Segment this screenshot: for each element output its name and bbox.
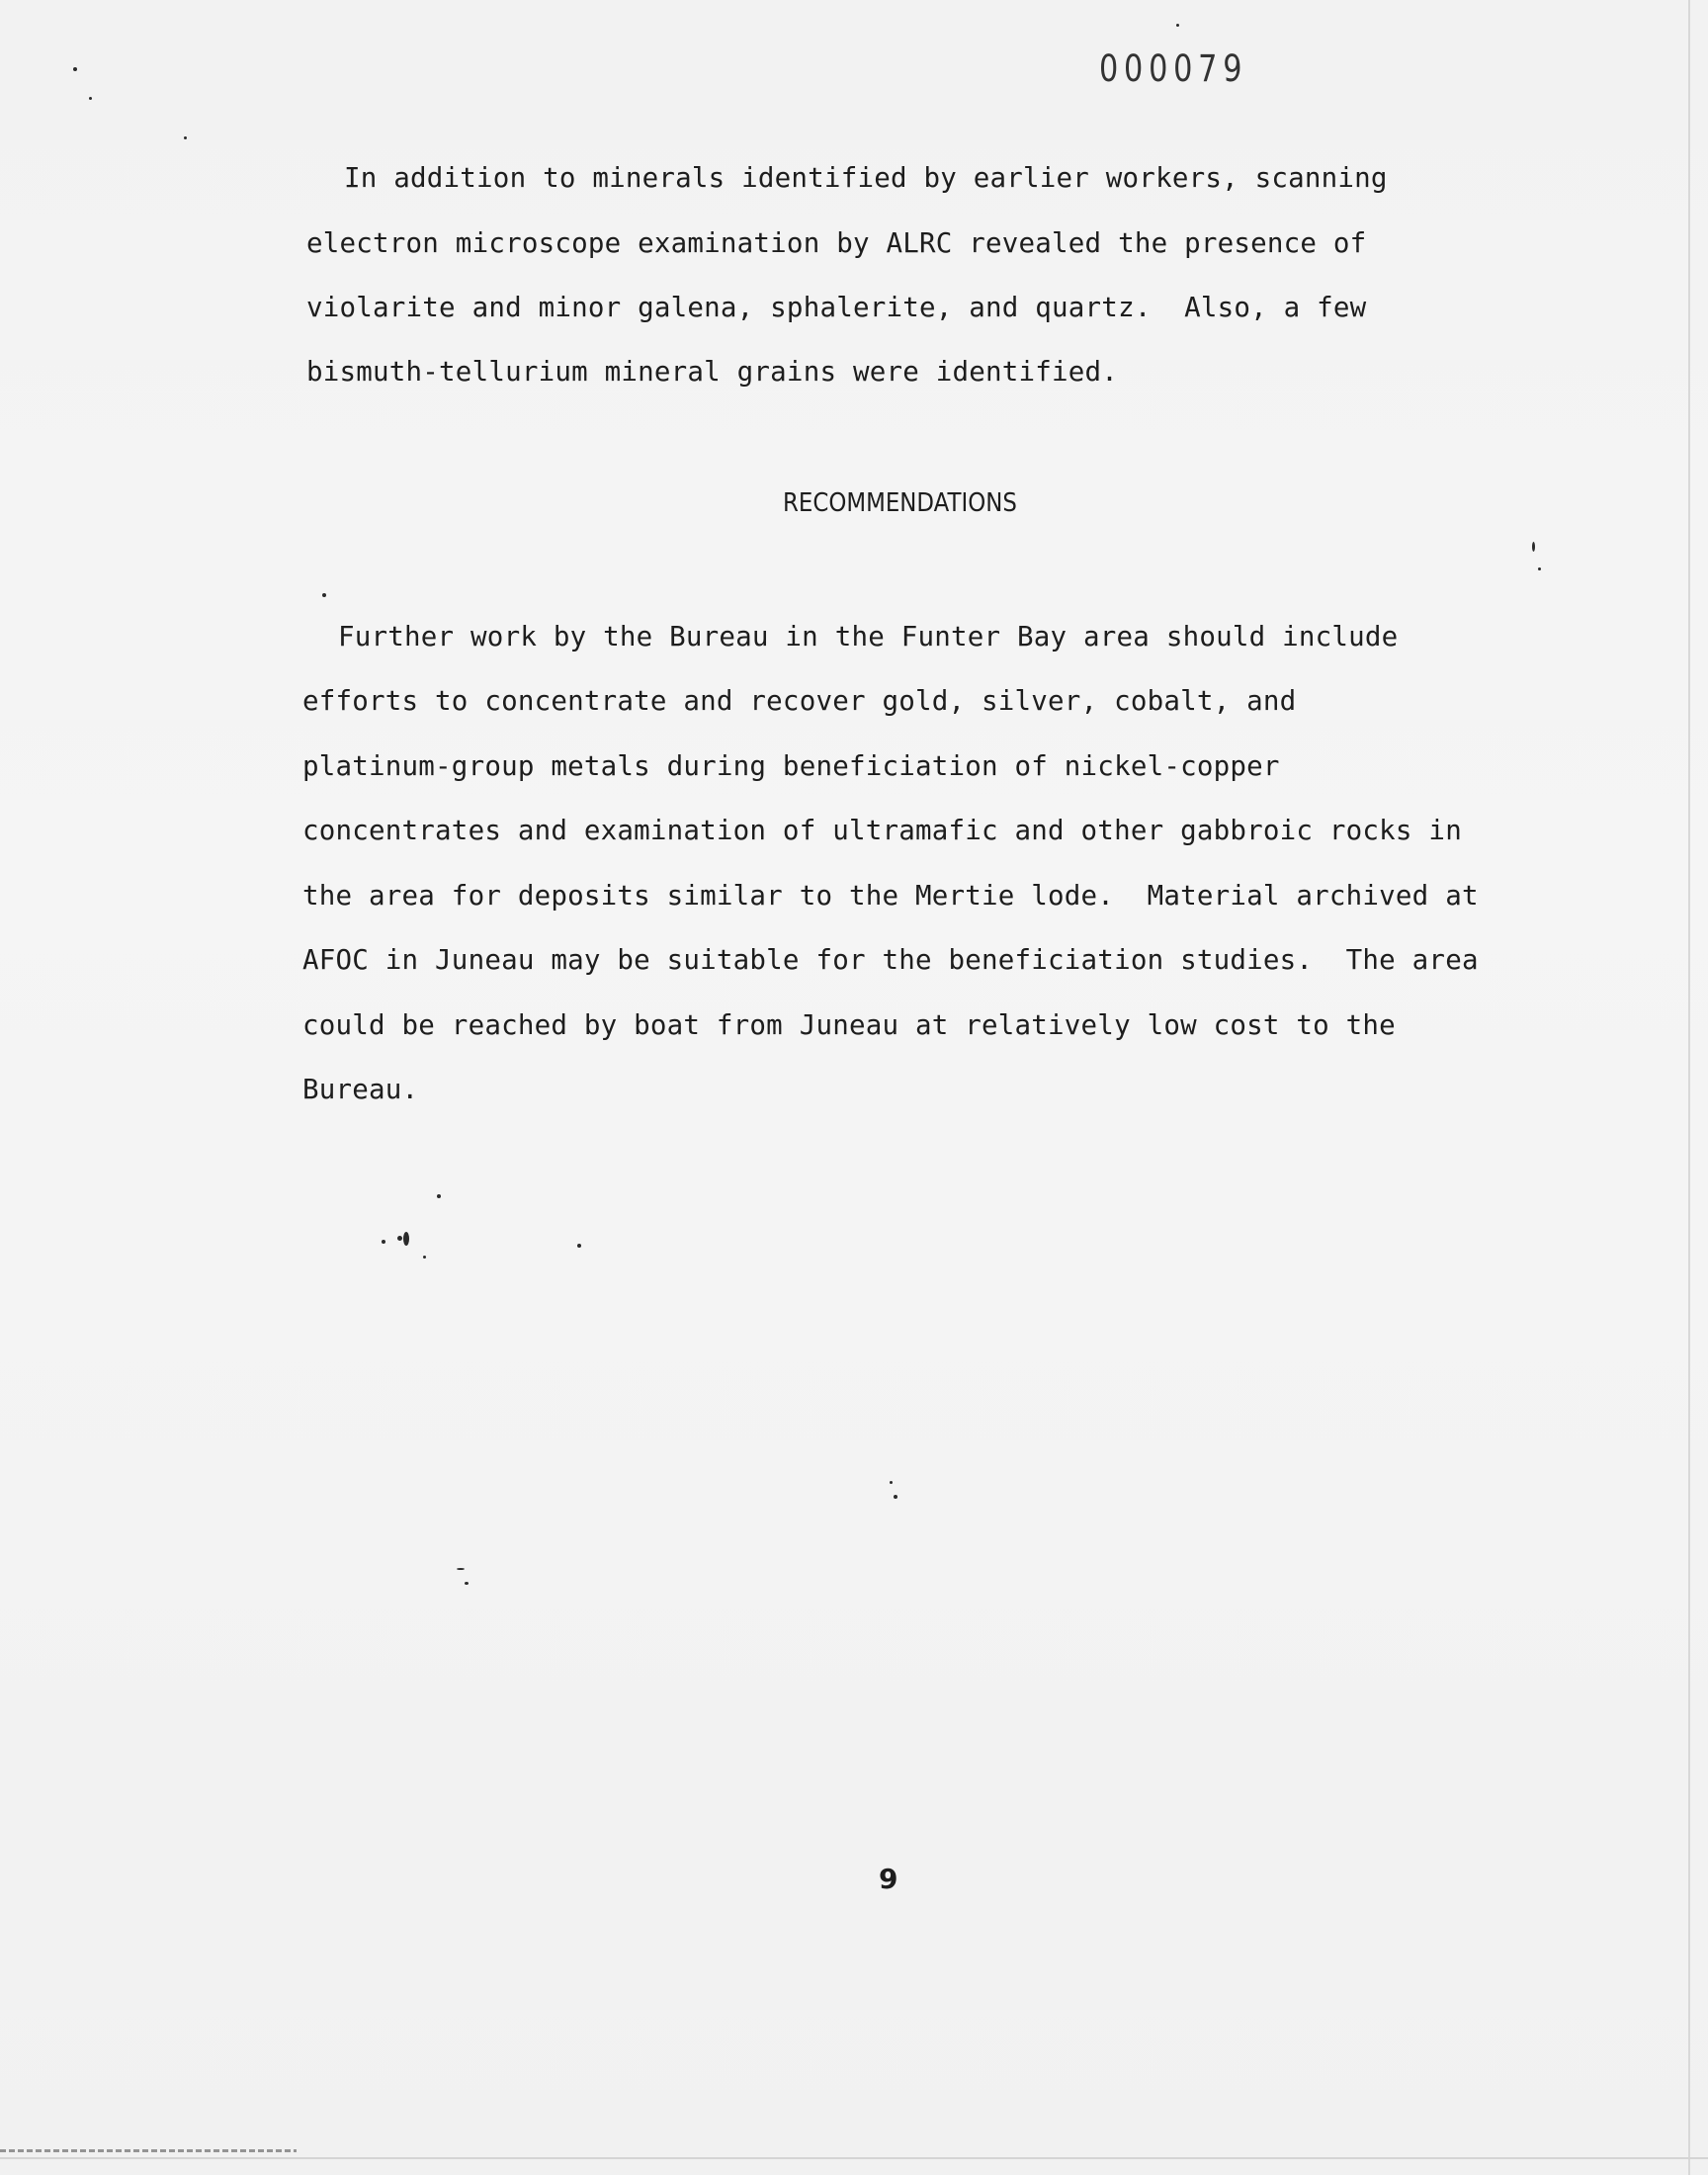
scan-speck	[73, 67, 77, 71]
page-edge-bottom	[0, 2157, 1708, 2159]
page-edge-right	[1688, 0, 1690, 2175]
scan-speck	[1532, 542, 1535, 552]
scan-speck	[457, 1568, 465, 1570]
text-line: Further work by the Bureau in the Funter Bay area should include	[338, 621, 1399, 652]
scan-speck	[423, 1256, 426, 1259]
scan-speck	[894, 1495, 897, 1499]
text-line: could be reached by boat from Juneau at relatively low cost to the	[302, 1009, 1396, 1041]
text-line: concentrates and examination of ultramafic and other gabbroic rocks in	[302, 815, 1462, 846]
scan-speck	[89, 97, 92, 100]
scan-noise	[0, 2149, 297, 2152]
scan-speck	[382, 1240, 385, 1244]
scan-speck	[465, 1582, 469, 1585]
text-line: the area for deposits similar to the Mertie lode. Material archived at	[302, 880, 1479, 912]
text-line: efforts to concentrate and recover gold, silver, cobalt, and	[302, 685, 1297, 717]
text-line: bismuth-tellurium mineral grains were identified.	[306, 356, 1119, 388]
scan-speck	[184, 136, 187, 139]
text-line: In addition to minerals identified by earlier workers, scanning	[344, 162, 1388, 194]
scan-speck	[1538, 567, 1541, 570]
text-line: platinum-group metals during beneficiation of nickel-copper	[302, 750, 1280, 782]
scan-speck	[403, 1232, 409, 1246]
text-line: Bureau.	[302, 1074, 419, 1105]
scan-speck	[397, 1236, 402, 1241]
document-number: 000079	[1099, 47, 1248, 90]
text-line: electron microscope examination by ALRC revealed the presence of	[306, 227, 1367, 259]
section-heading: RECOMMENDATIONS	[783, 488, 1017, 518]
scan-speck	[577, 1244, 581, 1248]
text-line: violarite and minor galena, sphalerite, and quartz. Also, a few	[306, 292, 1367, 323]
text-line: AFOC in Juneau may be suitable for the beneficiation studies. The area	[302, 944, 1479, 976]
scan-speck	[890, 1481, 893, 1484]
scan-speck	[437, 1194, 441, 1198]
scan-speck	[1176, 24, 1179, 27]
scan-speck	[322, 593, 326, 597]
page-number: 9	[879, 1863, 898, 1895]
